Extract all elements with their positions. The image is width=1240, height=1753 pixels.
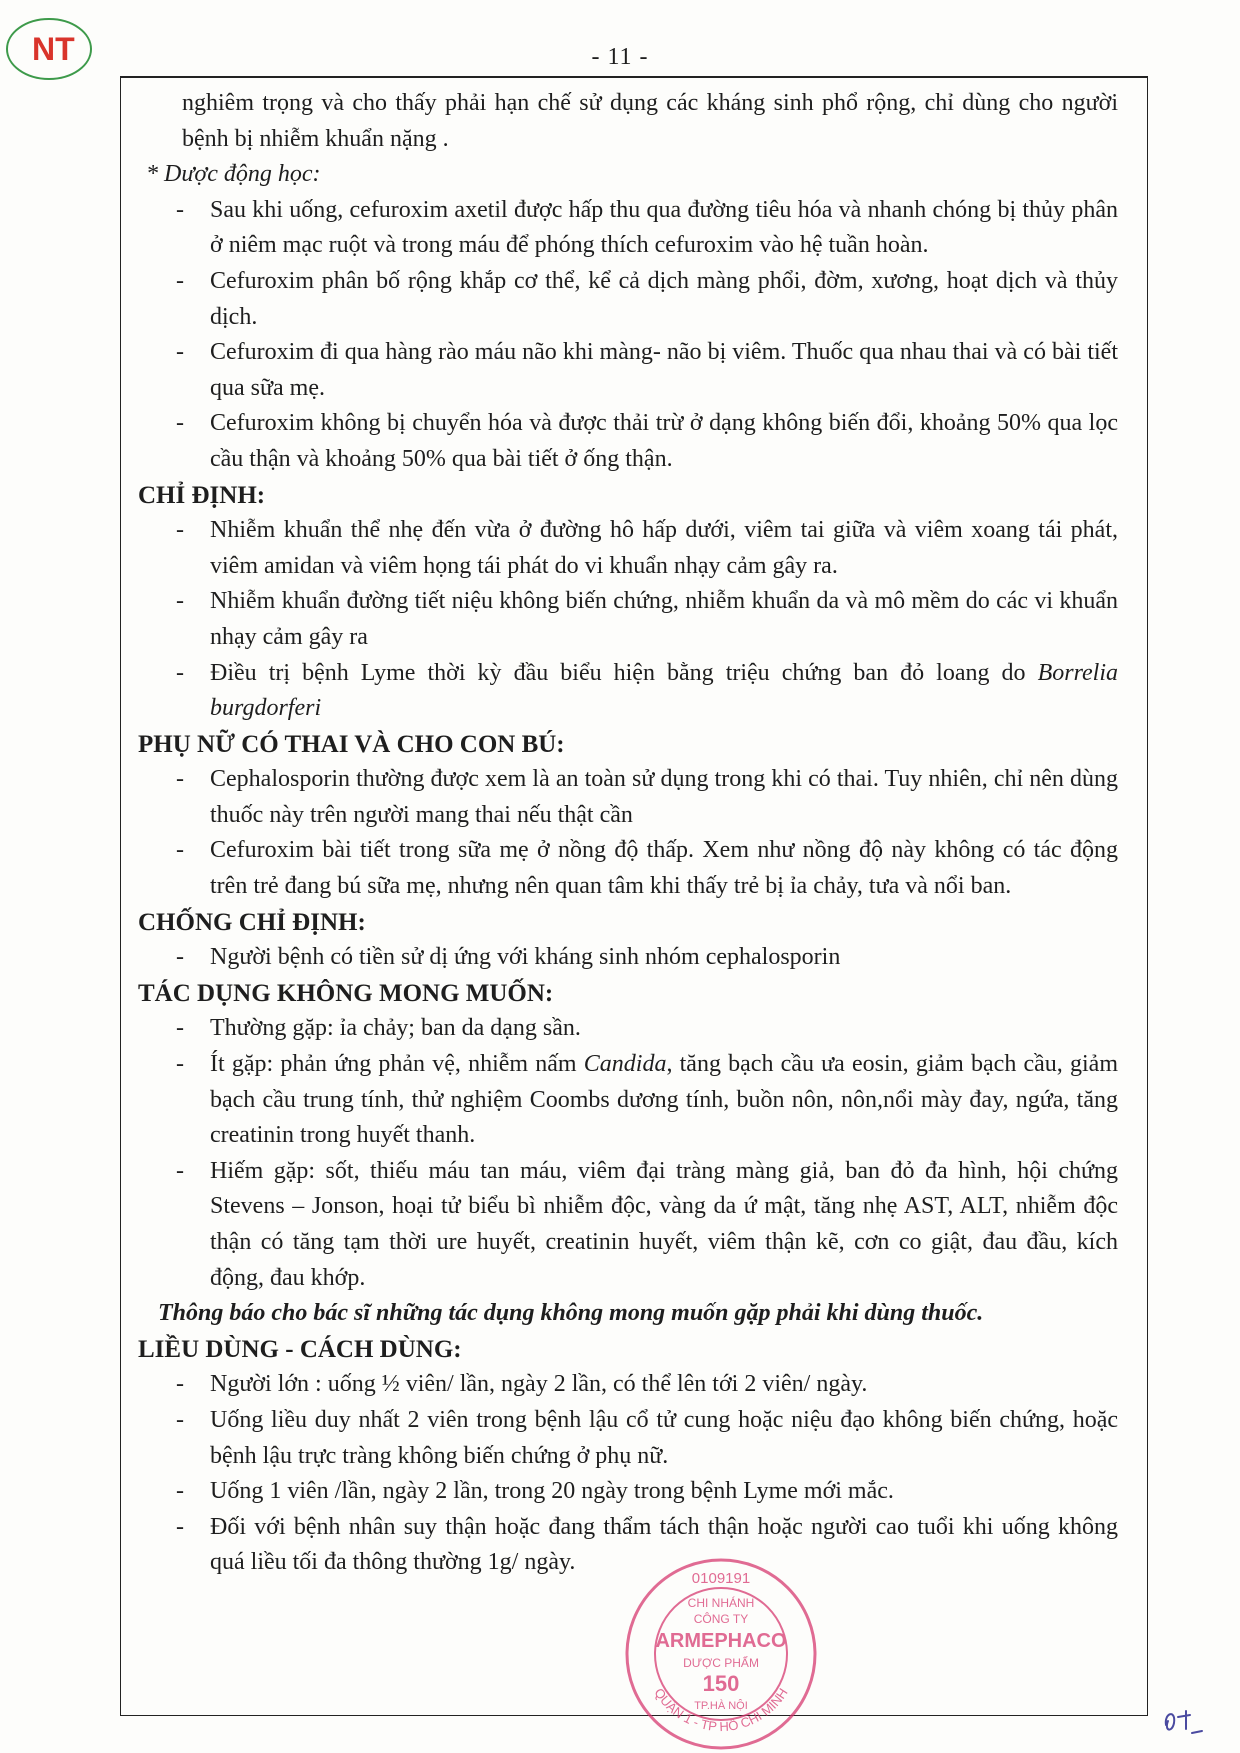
- list-item: - Hiếm gặp: sốt, thiếu máu tan máu, viêm đại tràng màng giả, ban đỏ đa hình, hội chứng Stevens – Jonson, hoại tử biểu bì nhiễm độc, vàng da ứ mật, tăng nhẹ AST, ALT, nhiễm độc thận có tăng tạm thời ure huyết, creatinin huyết, viêm thận kẽ, cơn co giật, đau đầu, kích động, đau khớp.: [138, 1154, 1118, 1296]
- company-stamp: [616, 1555, 826, 1753]
- handwritten-initials: [1162, 1705, 1204, 1739]
- list-item: - Người lớn : uống ½ viên/ lần, ngày 2 lần, có thể lên tới 2 viên/ ngày.: [138, 1367, 1118, 1403]
- contraindications-heading: CHỐNG CHỈ ĐỊNH:: [138, 908, 366, 936]
- pregnancy-list: [138, 762, 1118, 904]
- svg-text:ARMEPHACO: ARMEPHACO: [655, 1630, 787, 1652]
- dosage-heading: LIỀU DÙNG - CÁCH DÙNG:: [138, 1335, 462, 1363]
- side-effects-heading: TÁC DỤNG KHÔNG MONG MUỐN:: [138, 979, 554, 1007]
- svg-text:150: 150: [702, 1671, 740, 1696]
- list-item: - Thường gặp: ỉa chảy; ban da dạng sần.: [138, 1011, 1118, 1047]
- list-item-text: Ít gặp: phản ứng phản vệ, nhiễm nấm: [210, 1051, 584, 1078]
- svg-text:CHI NHÁNH: CHI NHÁNH: [687, 1596, 755, 1610]
- document-body: [138, 86, 1118, 1581]
- svg-text:QUẬN 1 - TP HỒ CHÍ MINH: QUẬN 1 - TP HỒ CHÍ MINH: [651, 1685, 791, 1735]
- list-item: - Cefuroxim không bị chuyển hóa và được thải trừ ở dạng không biến đổi, khoảng 50% qua lọc cầu thận và khoảng 50% qua bài tiết ở ống thận.: [138, 406, 1118, 477]
- list-item: [138, 1047, 1118, 1154]
- list-item: - Uống 1 viên /lần, ngày 2 lần, trong 20 ngày trong bệnh Lyme mới mắc.: [138, 1474, 1118, 1510]
- pregnancy-heading: PHỤ NỮ CÓ THAI VÀ CHO CON BÚ:: [138, 730, 565, 758]
- svg-text:TP.HÀ NỘI: TP.HÀ NỘI: [694, 1700, 748, 1712]
- svg-text:NT: NT: [32, 31, 75, 67]
- contraindications-list: [138, 940, 1118, 976]
- list-item-text: Điều trị bệnh Lyme thời kỳ đầu biểu hiện bằng triệu chứng ban đỏ loang do: [210, 659, 1026, 686]
- svg-text:DƯỢC PHẨM: DƯỢC PHẨM: [683, 1656, 759, 1670]
- list-item-text: , tăng bạch cầu ưa eosin, giảm bạch cầu, giảm bạch cầu trung tính, thử nghiệm Coombs dương tính, buồn nôn, nôn,nổi mày đay, ngứa, tăng creatinin trong huyết thanh.: [210, 1051, 1118, 1149]
- intro-paragraph: nghiêm trọng và cho thấy phải hạn chế sử dụng các kháng sinh phổ rộng, chỉ dùng cho người bệnh bị nhiễm khuẩn nặng .: [182, 90, 1118, 152]
- list-item: - Cefuroxim phân bố rộng khắp cơ thể, kể cả dịch màng phổi, đờm, xương, hoạt dịch và thủy dịch.: [138, 264, 1118, 335]
- dosage-list: [138, 1367, 1118, 1581]
- list-item: - Cefuroxim đi qua hàng rào máu não khi màng- não bị viêm. Thuốc qua nhau thai và có bài tiết qua sữa mẹ.: [138, 335, 1118, 406]
- species-name: Candida: [583, 1051, 667, 1078]
- species-name: Borrelia burgdorferi: [210, 659, 1119, 722]
- list-item: - Cefuroxim bài tiết trong sữa mẹ ở nồng độ thấp. Xem như nồng độ này không có tác động trên trẻ đang bú sữa mẹ, nhưng nên quan tâm khi thấy trẻ bị ỉa chảy, tưa và nổi ban.: [138, 833, 1118, 904]
- svg-text:CÔNG TY: CÔNG TY: [693, 1612, 749, 1626]
- list-item: [138, 656, 1118, 727]
- list-item: - Uống liều duy nhất 2 viên trong bệnh lậu cổ tử cung hoặc niệu đạo không biến chứng, hoặc bệnh lậu trực tràng không biến chứng ở phụ nữ.: [138, 1403, 1118, 1474]
- list-item: - Sau khi uống, cefuroxim axetil được hấp thu qua đường tiêu hóa và nhanh chóng bị thủy phân ở niêm mạc ruột và trong máu để phóng thích cefuroxim vào hệ tuần hoàn.: [138, 193, 1118, 264]
- side-effects-list: [138, 1011, 1118, 1296]
- pharmacokinetics-heading: * Dược động học:: [146, 161, 321, 188]
- indications-list: [138, 513, 1118, 727]
- page-number: - 11 -: [591, 44, 649, 70]
- list-item: - Nhiễm khuẩn đường tiết niệu không biến chứng, nhiễm khuẩn da và mô mềm do các vi khuẩn nhạy cảm gây ra: [138, 584, 1118, 655]
- list-item: - Đối với bệnh nhân suy thận hoặc đang thẩm tách thận hoặc người cao tuổi khi uống không quá liều tối đa thông thường 1g/ ngày.: [138, 1510, 1118, 1581]
- list-item: - Người bệnh có tiền sử dị ứng với kháng sinh nhóm cephalosporin: [138, 940, 1118, 976]
- svg-text:0109191: 0109191: [691, 1570, 751, 1587]
- side-effects-notice: Thông báo cho bác sĩ những tác dụng không mong muốn gặp phải khi dùng thuốc.: [158, 1300, 984, 1327]
- list-item: - Cephalosporin thường được xem là an toàn sử dụng trong khi có thai. Tuy nhiên, chỉ nên dùng thuốc này trên người mang thai nếu thật cần: [138, 762, 1118, 833]
- pharmacokinetics-list: [138, 193, 1118, 478]
- list-item: - Nhiễm khuẩn thể nhẹ đến vừa ở đường hô hấp dưới, viêm tai giữa và viêm xoang tái phát, viêm amidan và viêm họng tái phát do vi khuẩn nhạy cảm gây ra.: [138, 513, 1118, 584]
- indications-heading: CHỈ ĐỊNH:: [138, 481, 266, 509]
